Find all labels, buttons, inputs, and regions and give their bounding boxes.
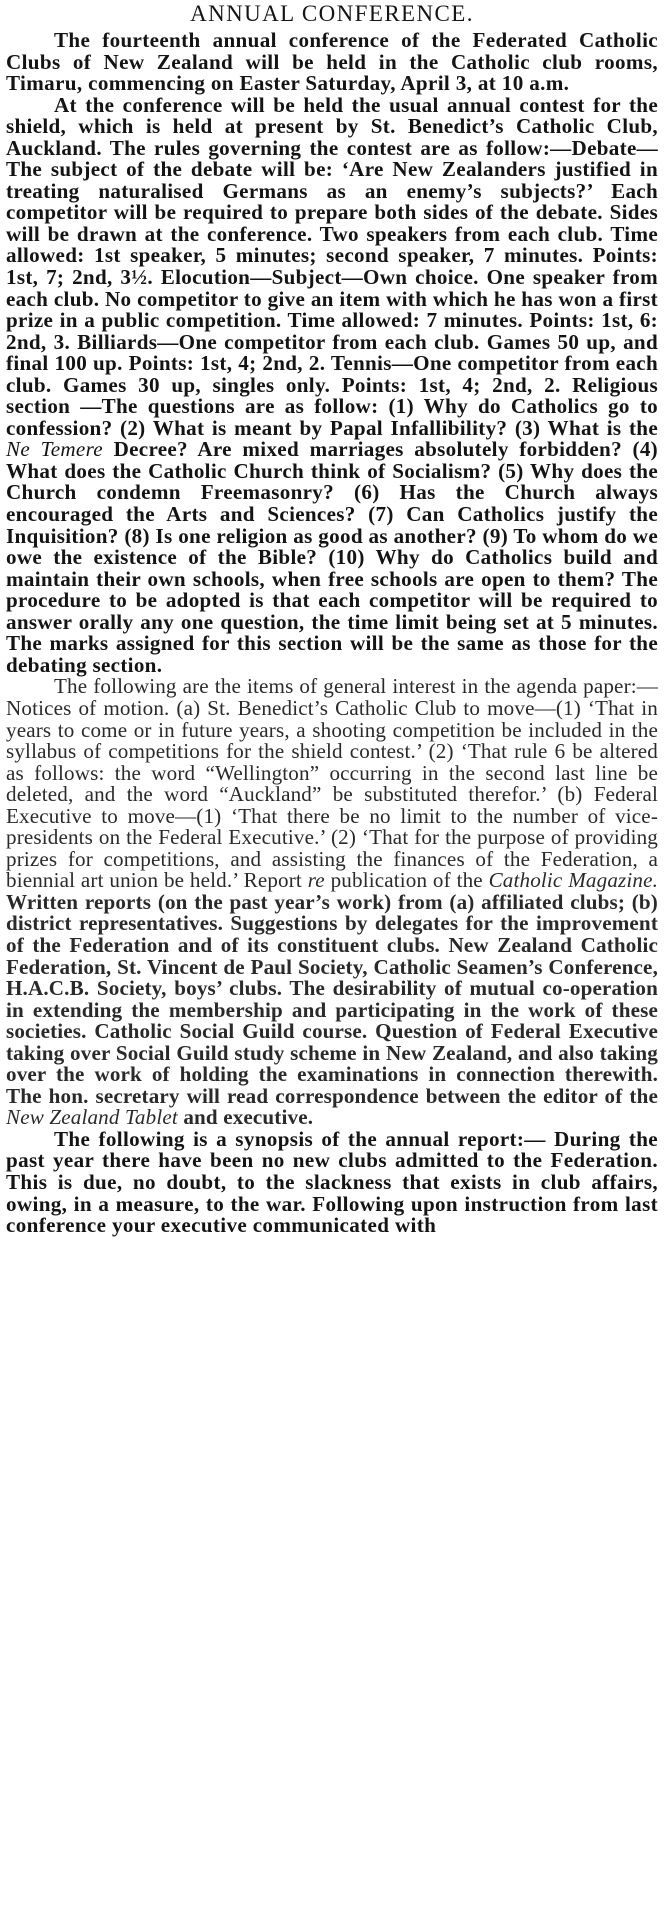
paragraph-conference-announcement: The fourteenth annual conference of the Federated Catholic Clubs of New Zealand will be held in the Catholic club rooms, Timaru, commencing on Easter Saturday, April 3, at 10 a.m. — [6, 28, 658, 96]
agenda-text-publication: publication of the — [330, 868, 483, 893]
paragraph-annual-report: The following is a synopsis of the annual report:— During the past year there have been no new clubs admitted to the Federation. This is due, no doubt, to the slackness that exists in club affairs, owing, in a measure, to the war. Following upon instruction from last conference your executive communicated with — [6, 1126, 658, 1238]
re-italic: re — [307, 868, 325, 893]
catholic-magazine-italic: Catholic Magazine. — [488, 868, 658, 893]
contest-rules-text-continued: Decree? Are mixed marriages absolutely forbidden? (4) What does the Catholic Church think of Socialism? (5) Why does the Church condemn Freemasonry? (6) Has the Church always encouraged the Arts and Sciences? (7) Can Catholics justify the Inquisition? (8) Is one religion as good as another? (9) To whom do we owe the existence of the Bible? (10) Why do Catholics build and maintain their own schools, when free schools are open to them? The procedure to be adopted is that each competitor will be required to answer orally any one question, the time limit being set at 5 minutes. The marks assigned for this section will be the same as those for the debating section. — [6, 437, 658, 677]
article-title: ANNUAL CONFERENCE. — [190, 1, 474, 26]
agenda-text-end: and executive. — [183, 1105, 314, 1130]
paragraph-agenda-items — [6, 676, 658, 1128]
ne-temere-italic: Ne Temere — [6, 437, 103, 462]
agenda-text-reports: Written reports (on the past year’s work) from (a) affiliated clubs; (b) district representatives. Suggestions by delegates for the improvement of the Federation and of its constituent clubs. New Zealand Catholic Federation, St. Vincent de Paul Society, Catholic Seamen’s Conference, H.A.C.B. Society, boys’ clubs. The desirability of mutual co-operation in extending the membership and participating in the work of these societies. Catholic Social Guild course. Question of Federal Executive taking over Social Guild study scheme in New Zealand, and also taking over the work of holding the examinations in connection therewith. The hon. secretary will read correspondence between the editor of the — [6, 889, 658, 1108]
nz-tablet-italic: New Zealand Tablet — [6, 1105, 178, 1130]
newspaper-column — [6, 0, 658, 1930]
paragraph-contest-rules — [6, 92, 658, 677]
agenda-text: The following are the items of general interest in the agenda paper:—Notices of motion. (a) St. Benedict’s Catholic Club to move—(1) ‘That in years to come or in future years, a shooting competition be included in the syllabus of competitions for the shield contest.’ (2) ‘That rule 6 be altered as follows: the word “Wellington” occurring in the second last line be deleted, and the word “Auckland” be substituted therefor.’ (b) Federal Executive to move—(1) ‘That there be no limit to the number of vice-presidents on the Federal Executive.’ (2) ‘That for the purpose of providing prizes for competitions, and assisting the finances of the Federation, a biennial art union be held.’ Report — [6, 674, 658, 893]
contest-rules-text: At the conference will be held the usual annual contest for the shield, which is held at present by St. Benedict’s Catholic Club, Auckland. The rules governing the contest are as follow:—Debate—The subject of the debate will be: ‘Are New Zealanders justified in treating naturalised Germans as an enemy’s subjects?’ Each competitor will be required to prepare both sides of the debate. Sides will be drawn at the conference. Two speakers from each club. Time allowed: 1st speaker, 5 minutes; second speaker, 7 minutes. Points: 1st, 7; 2nd, 3½. Elocution—Subject—Own choice. One speaker from each club. No competitor to give an item with which he has won a first prize in a public competition. Time allowed: 7 minutes. Points: 1st, 6: 2nd, 3. Billiards—One competitor from each club. Games 50 up, and final 100 up. Points: 1st, 4; 2nd, 2. Tennis—One competitor from each club. Games 30 up, singles only. Points: 1st, 4; 2nd, 2. Religious section —The questions are as follow: (1) Why do Catholics go to confession? (2) What is meant by Papal Infallibility? (3) What is the — [6, 92, 658, 440]
